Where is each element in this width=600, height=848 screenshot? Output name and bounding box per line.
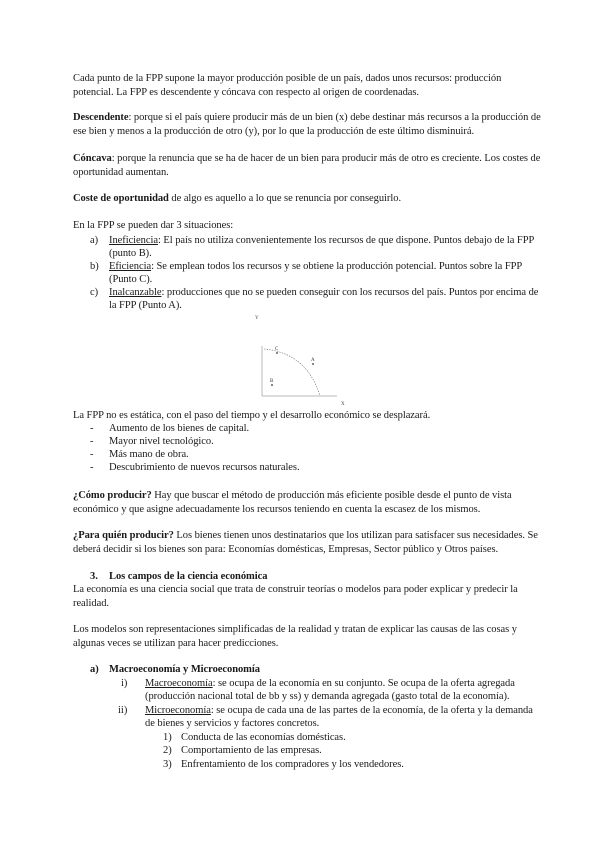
numbered-marker: 3) [163,759,172,770]
section-3-paragraph-1-line-2: realidad. [73,598,109,609]
section-3-paragraph-2-line-2: algunas veces se utilizan para hacer predicciones. [73,638,279,649]
numbered-marker: 2) [163,745,172,756]
como-producir-line-2: económico y que asigne adecuadamente los recursos teniendo en cuenta la escasez de los mismos. [73,504,481,515]
microeconomia-text: : se ocupa de cada una de las partes de la economía, de la oferta y la demanda [210,705,533,716]
fpp-diagram [252,313,362,408]
como-producir-question: ¿Cómo producir? [73,490,152,501]
bullet-dash: - [90,436,94,447]
descendente-line-2: ese bien y menos a la producción de otro (y), por lo que la producción de este último disminuirá. [73,126,475,137]
list-item: Mayor nivel tecnológico. [109,436,214,447]
subsection-a-marker: a) [90,664,99,675]
fpp-definition-line-2: potencial. La FPP es descendente y cóncava con respecto al origen de coordenadas. [73,87,420,98]
section-3-paragraph-2: Los modelos son representaciones simplificadas de la realidad y tratan de explicar las causas de las cosas y [73,624,517,635]
ineficiencia-item [109,234,534,247]
numbered-marker: 1) [163,732,172,743]
inalcanzable-text: : producciones que no se pueden conseguir con los recursos del país. Puntos por encima de [161,287,539,298]
inalcanzable-term: Inalcanzable [109,287,162,298]
eficiencia-text: : Se emplean todos los recursos y se obtiene la producción potencial. Puntos sobre la FPP [151,261,523,272]
para-quien-question: ¿Para quién producir? [73,530,174,541]
fpp-definition-line-1: Cada punto de la FPP supone la mayor producción posible de un país, dados unos recursos: producción [73,73,502,84]
microeconomia-term: Microeconomía [145,705,211,716]
bullet-dash: - [90,449,94,460]
descendente-text: : porque si el país quiere producir más de un bien (x) debe destinar más recursos a la producción de [128,112,541,123]
roman-marker: ii) [118,705,128,716]
coste-oportunidad-paragraph [73,192,401,205]
descendente-paragraph [73,111,541,124]
macroeconomia-item [145,677,515,690]
y-axis-label: Y [255,316,259,321]
concava-paragraph [73,152,540,165]
microeconomia-line-2: de bienes y servicios y factores concretos. [145,718,320,729]
section-3-paragraph-1: La economía es una ciencia social que trata de construir teorías o modelos para poder explicar y predecir la [73,584,518,595]
eficiencia-line-2: (Punto C). [109,274,153,285]
section-3-number: 3. [90,571,98,582]
list-item: Más mano de obra. [109,449,189,460]
bullet-dash: - [90,462,94,473]
macroeconomia-text: : se ocupa de la economía en su conjunto. Se ocupa de la oferta agregada [212,678,515,689]
list-marker: a) [90,235,99,246]
point-c-label: C [275,347,279,352]
list-item: Descubrimiento de nuevos recursos naturales. [109,462,300,473]
coste-oportunidad-text: de algo es aquello a lo que se renuncia por conseguirlo. [168,193,402,204]
list-item: Comportamiento de las empresas. [181,745,322,756]
desplaza-intro: La FPP no es estática, con el paso del tiempo y el desarrollo económico se desplazará. [73,410,431,421]
point-b-label: B [270,379,274,384]
eficiencia-item [109,260,522,273]
concava-term: Cóncava [73,153,112,164]
para-quien-text: Los bienes tienen unos destinatarios que los utilizan para satisfacer sus necesidades. Se [173,530,538,541]
bullet-dash: - [90,423,94,434]
ineficiencia-text: : El país no utiliza convenientemente los recursos de que dispone. Puntos debajo de la FPP [157,235,535,246]
macroeconomia-line-2: (producción nacional total de bb y ss) y demanda agregada (gasto total de la economía). [145,691,510,702]
como-producir-text: Hay que buscar el método de producción más eficiente posible desde el punto de vista [151,490,512,501]
para-quien-paragraph [73,529,538,542]
descendente-term: Descendente [73,112,129,123]
list-item: Conducta de las economías domésticas. [181,732,346,743]
list-marker: b) [90,261,99,272]
como-producir-paragraph [73,489,512,502]
macroeconomia-term: Macroeconomía [145,678,213,689]
ineficiencia-term: Ineficiencia [109,235,158,246]
concava-text: : porque la renuncia que se ha de hacer de un bien para producir más de otro es creciente. Los costes de [111,153,541,164]
fpp-curve [264,349,320,396]
microeconomia-item [145,704,533,717]
roman-marker: i) [121,678,128,689]
list-item: Aumento de los bienes de capital. [109,423,250,434]
list-marker: c) [90,287,99,298]
situaciones-intro: En la FPP se pueden dar 3 situaciones: [73,220,234,231]
point-a-label: A [311,358,315,363]
eficiencia-term: Eficiencia [109,261,152,272]
list-item: Enfrentamiento de los compradores y los vendedores. [181,759,404,770]
section-3-heading: Los campos de la ciencia económica [109,571,268,582]
point-b [271,384,273,386]
coste-oportunidad-term: Coste de oportunidad [73,193,169,204]
x-axis-label: X [341,402,345,407]
inalcanzable-item [109,286,538,299]
inalcanzable-line-2: la FPP (Punto A). [109,300,182,311]
concava-line-2: oportunidad aumentan. [73,167,169,178]
subsection-a-heading: Macroeconomía y Microeconomía [109,664,260,675]
point-c [276,352,278,354]
ineficiencia-line-2: (punto B). [109,248,152,259]
para-quien-line-2: deberá decidir si los bienes son para: Economías domésticas, Empresas, Sector público y Otros países. [73,544,499,555]
point-a [312,363,314,365]
